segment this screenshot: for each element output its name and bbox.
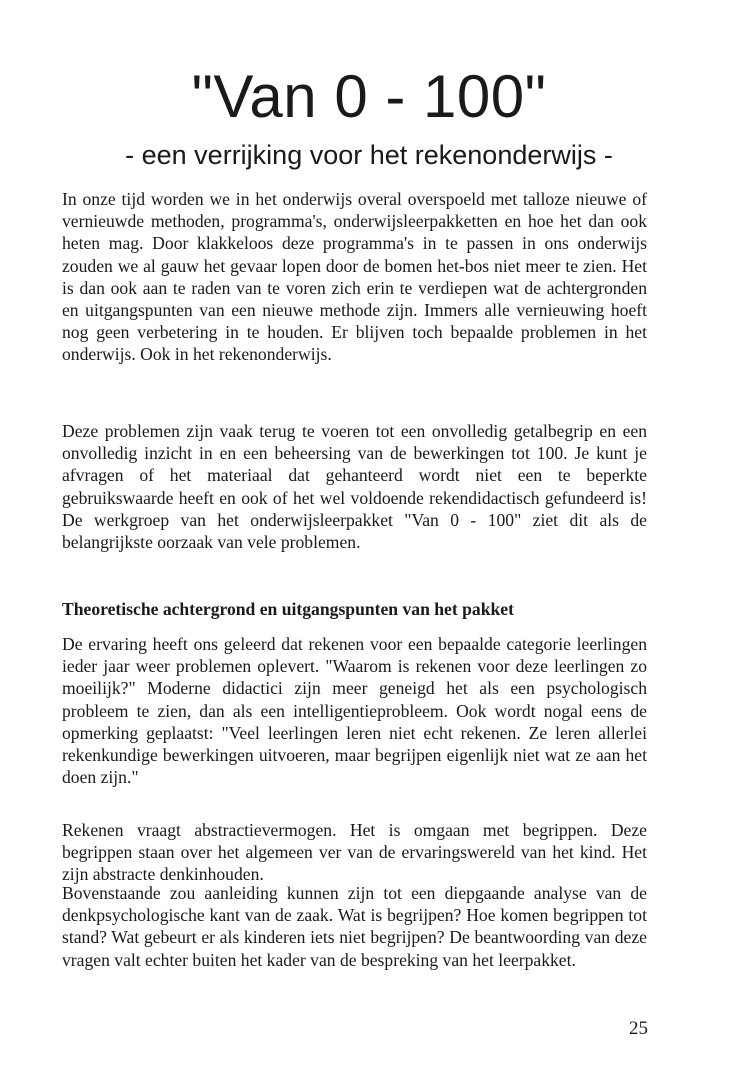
paragraph-intro: In onze tijd worden we in het onderwijs overal overspoeld met talloze nieuwe of vernieuwde methoden, programma's, onderwijsleerpakketten en hoe het dan ook heten mag. Door klakkeloos deze programma's in te passen in ons onderwijs zouden we al gauw het gevaar lopen door de bomen het-bos niet meer te zien. Het is dan ook aan te raden van te voren zich erin te verdiepen wat de achtergronden en uitgangspunten van een nieuwe methode zijn. Immers alle vernieuwing hoeft nog geen verbetering in te houden. Er blijven toch bepaalde problemen in het onderwijs. Ook in het rekenonderwijs. bbox=[62, 189, 647, 365]
paragraph-analysis: Bovenstaande zou aanleiding kunnen zijn tot een diepgaande analyse van de denkpsychologische kant van de zaak. Wat is begrijpen? Hoe komen begrippen tot stand? Wat gebeurt er als kinderen iets niet begrijpen? De beantwoording van deze vragen valt echter buiten het kader van de bespreking van het leerpakket. bbox=[62, 883, 647, 970]
page-number: 25 bbox=[629, 1018, 648, 1039]
page-title: "Van 0 - 100" bbox=[191, 63, 547, 130]
section-heading: Theoretische achtergrond en uitgangspunten van het pakket bbox=[62, 599, 514, 619]
paragraph-experience: De ervaring heeft ons geleerd dat rekenen voor een bepaalde categorie leerlingen ieder jaar weer problemen oplevert. "Waarom is rekenen voor deze leerlingen zo moeilijk?" Moderne didactici zijn meer geneigd het als een psychologisch probleem te zien, dan als een intelligentieprobleem. Ook wordt nogal eens de opmerking geplaatst: "Veel leerlingen leren niet echt rekenen. Ze leren allerlei rekenkundige bewerkingen uitvoeren, maar begrijpen eigenlijk niet wat ze aan het doen zijn." bbox=[62, 634, 647, 788]
paragraph-abstraction: Rekenen vraagt abstractievermogen. Het is omgaan met begrippen. Deze begrippen staan over het algemeen ver van de ervaringswereld van het kind. Het zijn abstracte denkinhouden. bbox=[62, 820, 647, 885]
page-subtitle: - een verrijking voor het rekenonderwijs - bbox=[125, 140, 613, 170]
paragraph-problems: Deze problemen zijn vaak terug te voeren tot een onvolledig getalbegrip en een onvolledig inzicht in en een beheersing van de bewerkingen tot 100. Je kunt je afvragen of het materiaal dat gehanteerd wordt niet een te beperkte gebruikswaarde heeft en ook of het wel voldoende rekendidactisch gefundeerd is! De werkgroep van het onderwijsleerpakket "Van 0 - 100" ziet dit als de belangrijkste oorzaak van vele problemen. bbox=[62, 421, 647, 553]
